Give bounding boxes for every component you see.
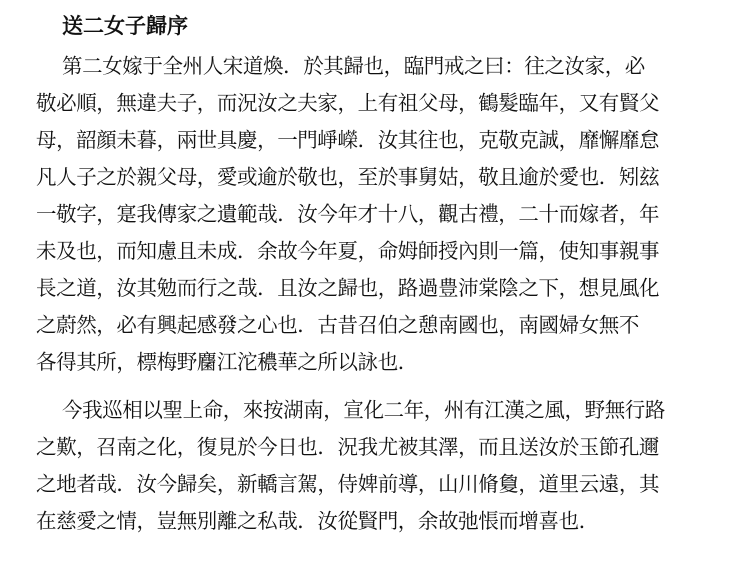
text-line: 母，韶顔未暮，兩世具慶，一門崢嶸．汝其往也，克敬克誠，靡懈靡怠 (36, 128, 660, 152)
text-line: 敬必順，無違夫子，而況汝之夫家，上有祖父母，鶴髮臨年，又有賢父 (36, 91, 660, 115)
document-title: 送二女子歸序 (62, 13, 188, 38)
text-line: 之蔚然，必有興起感發之心也．古昔召伯之憩南國也，南國婦女無不 (36, 313, 639, 337)
text-line: 未及也，而知慮且未成．余故今年夏，命姆師授內則一篇，使知事親事 (36, 239, 660, 263)
text-line: 今我巡相以聖上命，來按湖南，宣化二年，州有江漢之風，野無行路 (62, 398, 665, 422)
text-line: 在慈愛之情，豈無別離之私哉．汝從賢門，余故弛悵而增喜也． (36, 509, 599, 533)
text-line: 之地者哉．汝今歸矣，新轎言駕，侍婢前導，山川脩敻，道里云遠，其 (36, 472, 660, 496)
text-line: 凡人子之於親父母，愛或逾於敬也，至於事舅姑，敬且逾於愛也．矧玆 (36, 165, 660, 189)
text-line: 一敬字，寔我傳家之遺範哉．汝今年才十八，觀古禮，二十而嫁者，年 (36, 202, 660, 226)
text-line: 長之道，汝其勉而行之哉．且汝之歸也，路過豊沛棠陰之下，想見風化 (36, 276, 660, 300)
text-line: 之歎，召南之化，復見於今日也．況我尤被其澤，而且送汝於玉節孔邇 (36, 435, 660, 459)
text-line: 各得其所，標梅野麕江沱穠華之所以詠也． (36, 350, 418, 374)
text-line: 第二女嫁于全州人宋道煥．於其歸也，臨門戒之曰：往之汝家，必 (62, 54, 645, 78)
